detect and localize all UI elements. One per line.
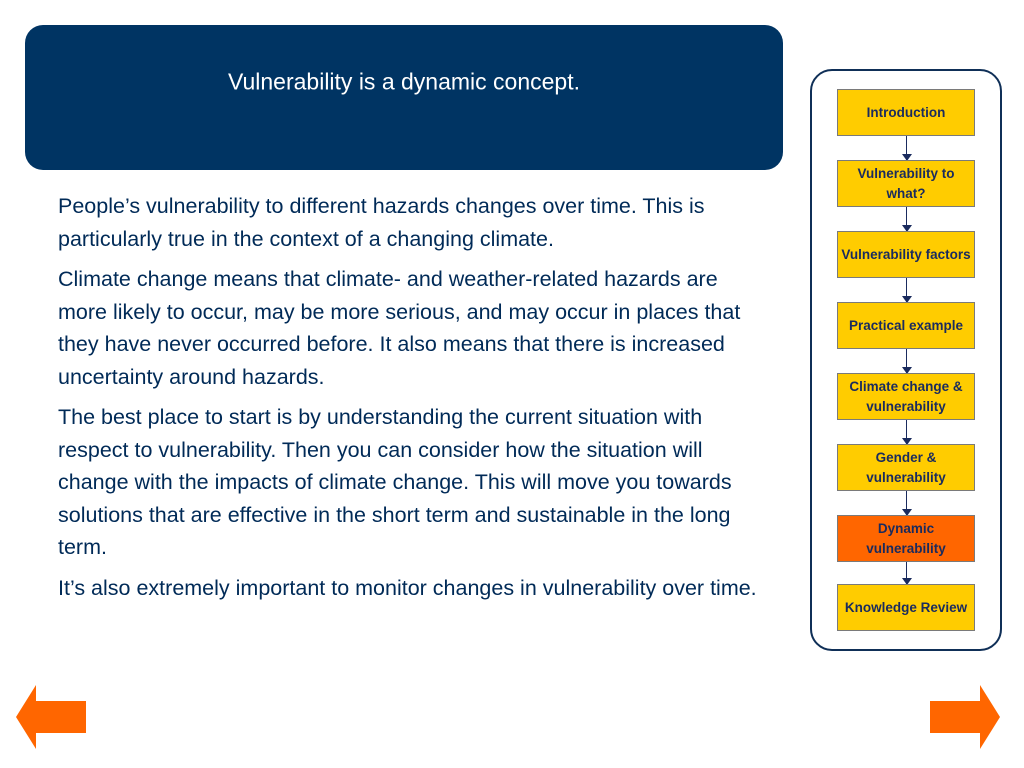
nav-step-practical-example[interactable] <box>837 302 975 349</box>
connector-arrow <box>906 349 907 373</box>
connector-arrow <box>906 136 907 160</box>
header-banner <box>25 25 783 170</box>
nav-step-label: Practical example <box>848 317 964 333</box>
nav-step-label: Dynamic vulnerability <box>866 520 946 556</box>
connector-arrow <box>906 420 907 444</box>
connector-arrow <box>906 207 907 231</box>
paragraph-3: The best place to start is by understanding the current situation with respect to vulnerability. Then you can consider how the situation will change with the impacts of climate change. This will move you towards solutions that are effective in the short term and sustainable in the long term. <box>58 405 732 559</box>
connector-arrow <box>906 278 907 302</box>
nav-step-label: Vulnerability to what? <box>857 165 955 201</box>
nav-step-label: Introduction <box>866 104 946 120</box>
connector-arrow <box>906 562 907 584</box>
connector-arrow <box>906 491 907 515</box>
page-title: Vulnerability is a dynamic concept. <box>228 68 580 95</box>
paragraph-4: It’s also extremely important to monitor changes in vulnerability over time. <box>58 575 757 600</box>
nav-step-climate-change-vulnerability[interactable] <box>837 373 975 420</box>
nav-step-knowledge-review[interactable] <box>837 584 975 631</box>
arrow-right-icon <box>928 685 1000 749</box>
arrow-left-icon <box>16 685 88 749</box>
back-button[interactable] <box>16 685 88 749</box>
paragraph-2: Climate change means that climate- and weather-related hazards are more likely to occur, may be more serious, and may occur in places that they have never occurred before. It also means that there is increased uncertainty around hazards. <box>58 267 741 389</box>
nav-step-vulnerability-factors[interactable] <box>837 231 975 278</box>
body-content <box>58 190 768 612</box>
nav-step-vulnerability-to-what[interactable] <box>837 160 975 207</box>
nav-step-introduction[interactable] <box>837 89 975 136</box>
forward-button[interactable] <box>928 685 1000 749</box>
paragraph-1: People’s vulnerability to different hazards changes over time. This is particularly true in the context of a changing climate. <box>58 194 705 251</box>
nav-step-dynamic-vulnerability[interactable] <box>837 515 975 562</box>
nav-step-label: Gender & vulnerability <box>866 449 946 485</box>
nav-step-label: Climate change & vulnerability <box>849 378 963 414</box>
nav-step-label: Vulnerability factors <box>841 246 971 262</box>
nav-step-gender-vulnerability[interactable] <box>837 444 975 491</box>
nav-step-label: Knowledge Review <box>844 599 968 615</box>
